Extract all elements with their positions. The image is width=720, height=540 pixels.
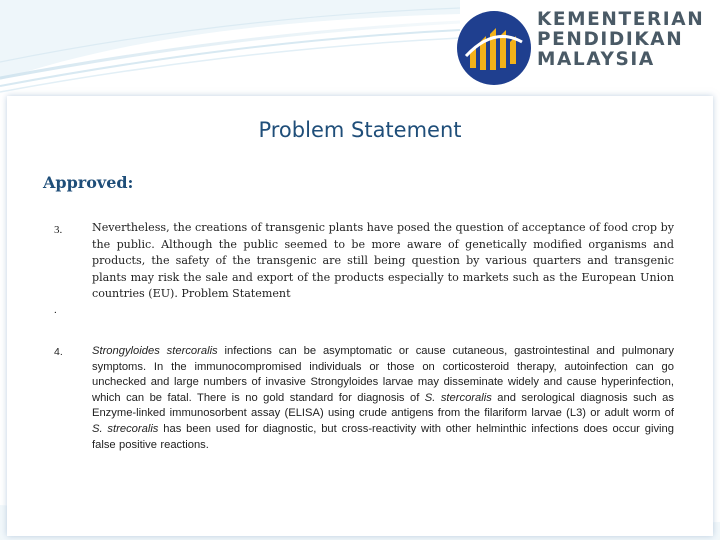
logo-line-2: PENDIDIKAN (537, 29, 684, 50)
item-text-4-part-3: has been used for diagnostic, but cross-reactivity with other helminthic infections does occur giving false positive reactions. (92, 422, 674, 451)
species-name-3: S. strecoralis (92, 422, 159, 435)
ministry-logo (450, 6, 718, 88)
item-text-4-part-1: infections can be asymptomatic or cause cutaneous, gastrointestinal and pulmonary symptoms. In the immunocompromised individuals or those on corticosteroid therapy, autoinfection can go unchecked and large numbers of invasive Strongyloides larvae may disseminate widely and cause hyperinfection, which can be fatal. There is no gold standard for diagnosis of (92, 345, 674, 404)
item-number-4: 4. (54, 346, 63, 358)
item-text-3: Nevertheless, the creations of transgenic plants have posed the question of acceptance of food crop by the public. Although the public seemed to be more aware of genetically modified organisms and products, the safety of the transgenic are still being question by various quarters and transgenic plants may risk the sale and export of the products especially to markets such as the European Union countries (EU). Problem Statement (92, 221, 674, 301)
separator-dot: . (54, 304, 57, 316)
ministry-emblem-icon (454, 8, 534, 88)
logo-line-1: KEMENTERIAN (537, 9, 705, 30)
species-name-1: Strongyloides stercoralis (92, 345, 218, 357)
species-name-2: S. stercoralis (424, 391, 492, 404)
logo-line-3: MALAYSIA (537, 49, 655, 70)
item-text-4-part-2: and serological diagnosis such as Enzyme-linked immunosorbent assay (ELISA) using crude antigens from the filariform larvae (L3) or adult worm of (92, 391, 674, 420)
logo-text (537, 10, 704, 70)
section-subtitle: Approved: (43, 173, 134, 192)
item-text-4 (92, 344, 674, 453)
content-frame (7, 96, 713, 536)
slide-title: Problem Statement (258, 118, 462, 142)
item-number-3: 3. (54, 224, 63, 236)
